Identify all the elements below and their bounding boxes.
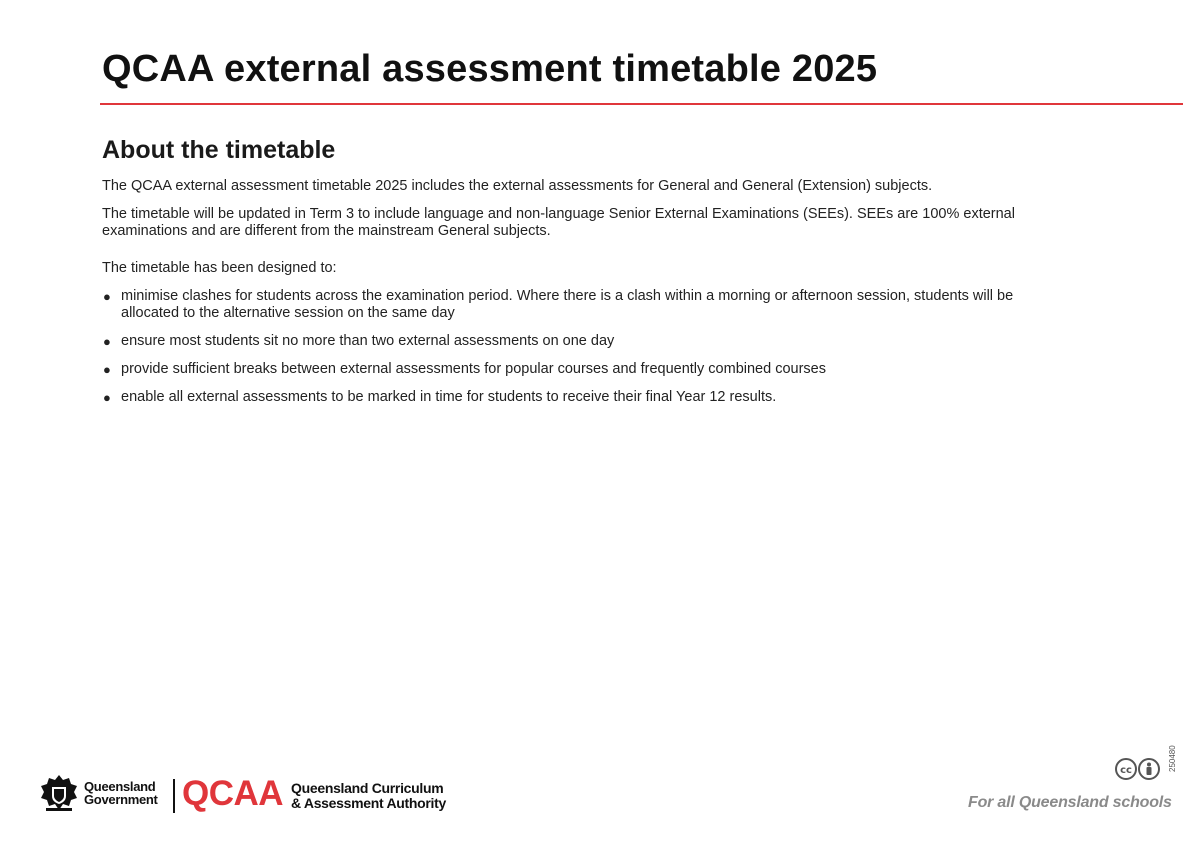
queensland-government-logo <box>38 772 168 816</box>
qcaa-name-line-1: Queensland Curriculum <box>291 780 444 796</box>
bullet-icon: ● <box>103 390 111 405</box>
list-item <box>102 333 1062 350</box>
creative-commons-by-icon <box>1115 758 1161 780</box>
qcaa-full-name <box>291 781 446 811</box>
gov-line-1: Queensland <box>84 779 156 794</box>
list-item <box>102 288 1062 322</box>
bullet-icon: ● <box>103 289 111 304</box>
list-item-text: enable all external assessments to be marked in time for students to receive their final Year 12 results. <box>121 389 777 405</box>
document-code: 250480 <box>1168 745 1177 772</box>
update-paragraph: The timetable will be updated in Term 3 to include language and non-language Senior External Examinations (SEEs). SEEs are 100% external examinations and are different from the mainstream General subjects. <box>102 206 1015 239</box>
list-item-text: minimise clashes for students across the examination period. Where there is a clash within a morning or afternoon session, students will be allocated to the alternative session on the same day <box>121 288 1014 321</box>
government-wordmark <box>84 780 158 806</box>
section-heading: About the timetable <box>102 136 336 164</box>
tagline: For all Queensland schools <box>968 794 1172 811</box>
design-goals-list <box>102 288 1062 417</box>
design-intro: The timetable has been designed to: <box>102 260 337 276</box>
qcaa-name-line-2: & Assessment Authority <box>291 795 446 811</box>
list-item <box>102 389 1062 406</box>
list-item-text: ensure most students sit no more than two external assessments on one day <box>121 333 615 349</box>
gov-line-2: Government <box>84 792 158 807</box>
bullet-icon: ● <box>103 362 111 377</box>
bullet-icon: ● <box>103 334 111 349</box>
intro-paragraph: The QCAA external assessment timetable 2025 includes the external assessments for General and General (Extension) subjects. <box>102 178 933 194</box>
qcaa-logo: QCAA <box>182 774 284 813</box>
list-item <box>102 361 1062 378</box>
logo-divider <box>173 779 175 813</box>
page-title: QCAA external assessment timetable 2025 <box>102 48 878 90</box>
coat-of-arms-icon <box>38 772 80 814</box>
title-divider <box>100 103 1183 105</box>
list-item-text: provide sufficient breaks between external assessments for popular courses and frequently combined courses <box>121 361 826 377</box>
svg-text:cc: cc <box>1120 765 1132 776</box>
